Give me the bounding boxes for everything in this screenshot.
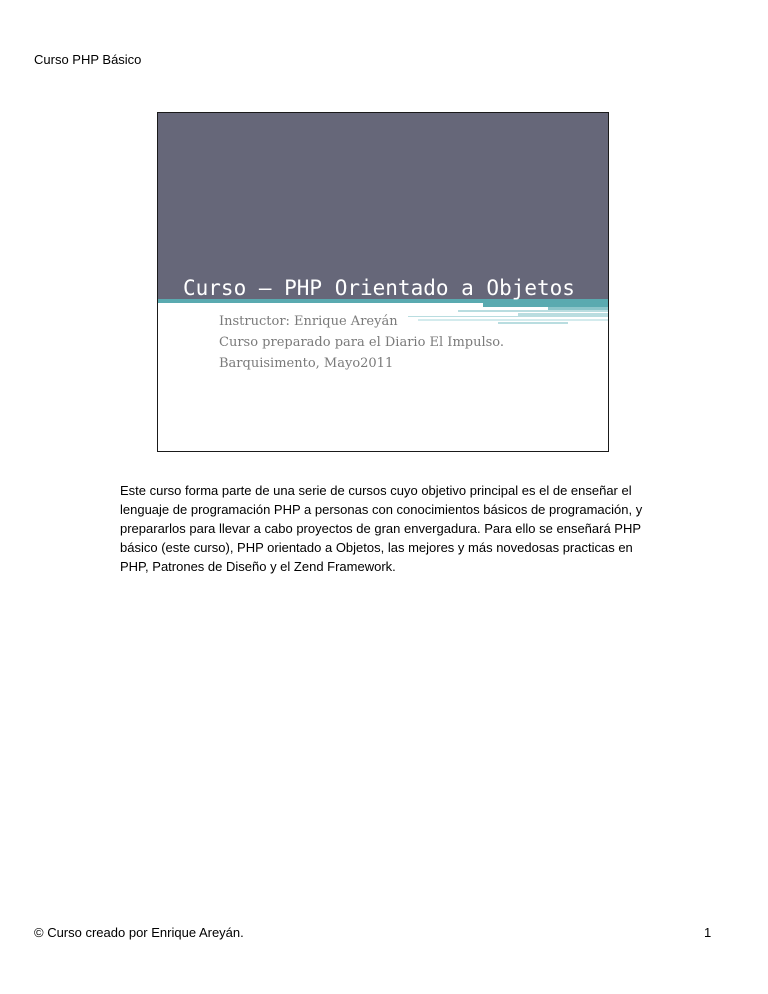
slide-title: Curso – PHP Orientado a Objetos (183, 276, 575, 300)
page-header: Curso PHP Básico (34, 52, 142, 67)
slide-subtitle-line: Curso preparado para el Diario El Impulso. (219, 335, 505, 350)
course-description: Este curso forma parte de una serie de cursos cuyo objetivo principal es el de enseñar el lenguaje de programación PHP a personas con conocimientos básicos de programación, y prepararlos para llevar a cabo proyectos de gran envergadura. Para ello se enseñará PHP básico (este curso), PHP orientado a Objetos, las mejores y más novedosas practicas en PHP, Patrones de Diseño y el Zend Framework. (120, 483, 643, 574)
slide-subtitle-line: Instructor: Enrique Areyán (219, 314, 398, 329)
slide-subtitle (219, 311, 504, 374)
page-number: 1 (704, 925, 712, 940)
page-footer: © Curso creado por Enrique Areyán. (34, 925, 244, 940)
slide-subtitle-line: Barquisimento, Mayo2011 (219, 356, 394, 371)
slide-thumbnail (157, 112, 609, 452)
